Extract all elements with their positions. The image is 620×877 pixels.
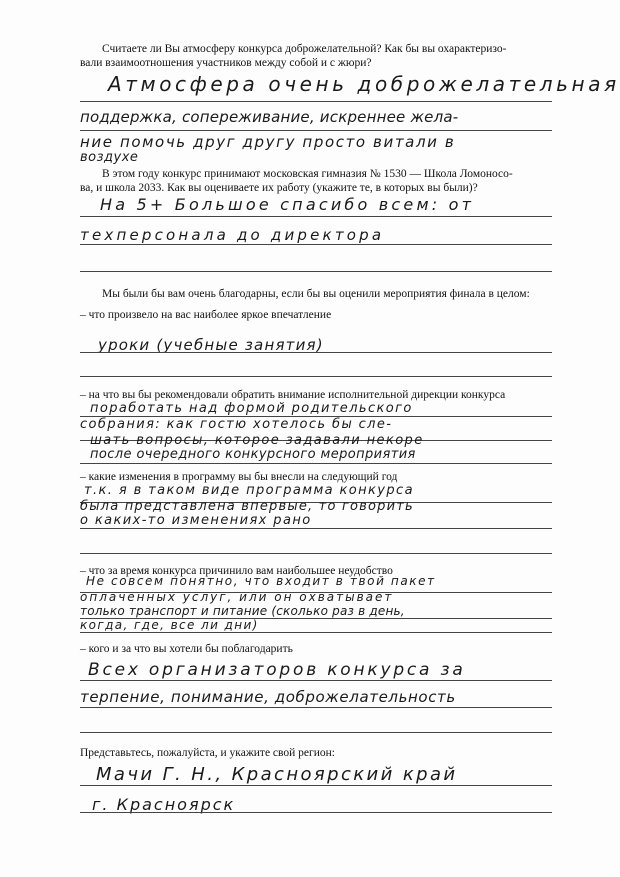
answer-thanks-line2: терпение, понимание, доброжелательность <box>80 688 456 706</box>
answer-region-line1: Мачи Г. Н., Красноярский край <box>96 764 458 785</box>
answer-schools-line1: На 5+ Большое спасибо всем: от <box>100 195 475 214</box>
question-recommend: – на что вы бы рекомендовали обратить внимание исполнительной дирекции конкурса <box>80 389 506 401</box>
answer-schools-line2: техперсонала до директора <box>80 226 385 244</box>
answer-line <box>80 244 552 245</box>
answer-atmosphere-line1: Атмосфера очень доброжелательная <box>108 72 620 96</box>
answer-atmosphere-line4: воздухе <box>80 150 139 165</box>
answer-recommend-line3: шать вопросы, которое задавали некоре <box>90 433 424 448</box>
question-inconvenience: – что за время конкурса причинило вам наибольшее неудобство <box>80 565 393 577</box>
answer-atmosphere-line2: поддержка, сопереживание, искреннее жела- <box>80 108 459 126</box>
answer-line <box>80 785 552 786</box>
answer-inconvenience-line2: оплаченных услуг, или он охватывает <box>80 590 394 604</box>
answer-line <box>80 101 552 102</box>
answer-line <box>80 376 552 377</box>
question-changes: – какие изменения в программу вы бы внесли на следующий год <box>80 471 398 483</box>
answer-impression: уроки (учебные занятия) <box>98 336 324 354</box>
region-prompt: Представьтесь, пожалуйста, и укажите свой регион: <box>80 747 335 759</box>
answer-thanks-line1: Всех организаторов конкурса за <box>88 660 466 680</box>
answer-changes-line3: о каких-то изменениях рано <box>80 513 312 528</box>
answer-changes-line2: была представлена впервые, то говорить <box>80 499 414 514</box>
answer-recommend-line4: после очередного конкурсного мероприятия <box>90 447 416 462</box>
question-schools-line2: ва, и школа 2033. Как вы оцениваете их работу (укажите те, в которых вы были)? <box>80 182 478 194</box>
rating-intro: Мы были бы вам очень благодарны, если бы вы оценили мероприятия финала в целом: <box>102 288 530 300</box>
answer-line <box>80 732 552 733</box>
answer-line <box>80 271 552 272</box>
answer-line <box>80 632 552 633</box>
answer-line <box>80 680 552 681</box>
answer-line <box>80 528 552 529</box>
answer-line <box>80 553 552 554</box>
question-atmosphere-line1: Считаете ли Вы атмосферу конкурса доброжелательной? Как бы вы охарактеризо- <box>102 43 507 55</box>
answer-line <box>80 707 552 708</box>
question-schools-line1: В этом году конкурс принимают московская гимназия № 1530 — Школа Ломоносо- <box>102 168 513 180</box>
answer-inconvenience-line4: когда, где, все ли дни) <box>80 618 259 632</box>
answer-recommend-line1: поработать над формой родительского <box>90 401 413 416</box>
question-atmosphere-line2: вали взаимоотношения участников между собой и с жюри? <box>80 57 372 69</box>
answer-atmosphere-line3: ние помочь друг другу просто витали в <box>80 133 456 151</box>
answer-inconvenience-line3: только транспорт и питание (сколько раз в день, <box>80 604 405 618</box>
answer-recommend-line2: собрания: как гостю хотелось бы сле- <box>80 417 393 432</box>
answer-region-line2: г. Красноярск <box>92 795 236 814</box>
answer-line <box>80 812 552 813</box>
answer-line <box>80 130 552 131</box>
answer-line <box>80 216 552 217</box>
question-impression: – что произвело на вас наиболее яркое впечатление <box>80 309 332 321</box>
answer-inconvenience-line1: Не совсем понятно, что входит в твой пакет <box>86 574 436 588</box>
answer-line <box>80 463 552 464</box>
answer-line <box>80 352 552 353</box>
answer-changes-line1: т.к. я в таком виде программа конкурса <box>84 483 414 498</box>
question-thanks: – кого и за что вы хотели бы поблагодарить <box>80 643 293 655</box>
